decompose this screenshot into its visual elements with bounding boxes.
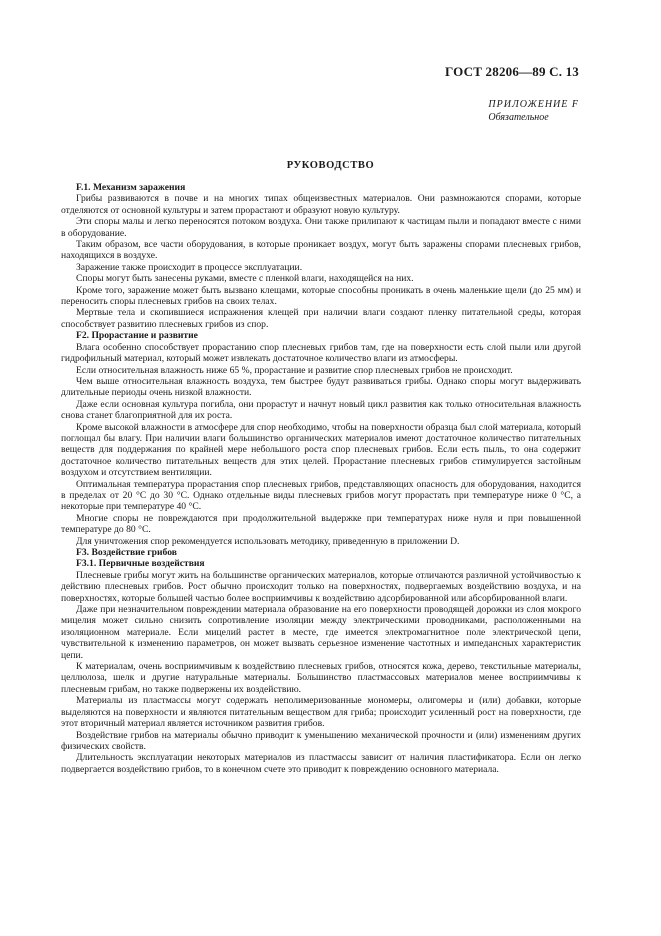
section-heading: F3. Воздействие грибов bbox=[76, 547, 177, 558]
paragraph: Оптимальная температура прорастания спор плесневых грибов, представляющих опасность для оборудования, находится в пределах от 20 °С до 30 °С. Однако отдельные виды плесневых грибов могут прорастать при температуре ниже 0 °С, а некоторые при температуре 40 °С. bbox=[61, 478, 581, 513]
paragraph: Таким образом, все части оборудования, в которые проникает воздух, могут быть заражены спорами плесневых грибов, находящихся в воздухе. bbox=[61, 239, 581, 262]
paragraph: Чем выше относительная влажность воздуха, тем быстрее будут развиваться грибы. Однако споры могут выдерживать длительные периоды очень низкой влажности. bbox=[61, 375, 581, 399]
paragraph: Воздействие грибов на материалы обычно приводит к уменьшению механической прочности и (или) изменениям других физических свойств. bbox=[61, 729, 581, 752]
paragraph: Плесневые грибы могут жить на большинстве органических материалов, которые отличаются различной устойчивостью к действию плесневых грибов. Рост обычно происходит только на поверхностях, подвергаемых воздействию воздуха, и на поверхностях, которые большей частью более восприимчивы к воздействию адсорбированной или абсорбированной влаги. bbox=[61, 569, 581, 604]
paragraph: Грибы развиваются в почве и на многих типах общеизвестных материалов. Они размножаются спорами, которые отделяются от основной культуры и затем прорастают и образуют новую культуру. bbox=[61, 193, 581, 216]
appendix-title: ПРИЛОЖЕНИЕ F bbox=[488, 99, 579, 110]
paragraph: Даже при незначительном повреждении материала образование на его поверхности проводящей дорожки из слоя мокрого мицелия может сильно снизить сопротивление изоляции между электрическими проводниками, расположенными на изоляционном материале. Если мицелий растет в месте, где имеется электромагнитное поле электрической цепи, чувствительной к изменению параметров, он может вызвать серьезное изменение частотных и импедансных характеристик цепи. bbox=[61, 604, 581, 661]
paragraph: Материалы из пластмассы могут содержать неполимеризованные мономеры, олигомеры и (или) добавки, которые выделяются на поверхности и являются питательным веществом для гриба; происходит усиленный рост на поверхности, где этот вторичный материал является источником развития грибов. bbox=[61, 695, 581, 730]
section-heading: F3.1. Первичные воздействия bbox=[76, 558, 205, 570]
paragraph: Кроме высокой влажности в атмосфере для спор необходимо, чтобы на поверхности образца был слой материала, который поглощал бы влагу. При наличии влаги большинство органических материалов имеют достаточное количество питательных веществ для поддержания по крайней мере небольшого роста спор плесневых грибов. Если есть пыль, то она содержит достаточное количество питательных веществ для этих целей. Прорастание плесневых грибов стимулируется застойным воздухом и отсутствием вентиляции. bbox=[61, 421, 581, 479]
paragraph: Мертвые тела и скопившиеся испражнения клещей при наличии влаги создают пленку питательной среды, которая способствует развитию плесневых грибов из спор. bbox=[61, 307, 581, 330]
section-heading: F2. Прорастание и развитие bbox=[76, 330, 198, 342]
paragraph: Многие споры не повреждаются при продолжительной выдержке при температурах ниже нуля и при повышенной температуре до 80 °С. bbox=[61, 512, 581, 536]
appendix-label bbox=[488, 98, 579, 124]
paragraph: Споры могут быть занесены руками, вместе с пленкой влаги, находящейся на них. bbox=[76, 273, 414, 285]
page-header: ГОСТ 28206—89 С. 13 bbox=[445, 64, 579, 79]
paragraph: Влага особенно способствует прорастанию спор плесневых грибов там, где на поверхности есть слой пыли или другой гидрофильный материал, который может извлекать достаточное количество влаги из атмосферы. bbox=[61, 341, 581, 365]
paragraph: К материалам, очень восприимчивым к воздействию плесневых грибов, относятся кожа, дерево, текстильные материалы, целлюлоза, шелк и другие натуральные материалы. Большинство пластмассовых материалов менее восприимчивы к плесневым грибам, но также подвержены их воздействию. bbox=[61, 661, 581, 695]
paragraph: Длительность эксплуатации некоторых материалов из пластмассы зависит от наличия пластификатора. Если он легко подвергается воздействию грибов, то в конечном счете это приводит к повреждению основного материала. bbox=[61, 752, 581, 775]
paragraph: Эти споры малы и легко переносятся потоком воздуха. Они также прилипают к частицам пыли и попадают вместе с ними в оборудование. bbox=[61, 216, 581, 239]
paragraph: Даже если основная культура погибла, они прорастут и начнут новый цикл развития как только относительная влажность снова станет благоприятной для их роста. bbox=[61, 398, 581, 422]
paragraph: Заражение также происходит в процессе эксплуатации. bbox=[76, 261, 303, 273]
paragraph: Кроме того, заражение может быть вызвано клещами, которые способны проникать в очень маленькие щели (до 25 мм) и переносить споры плесневых грибов на своих телах. bbox=[61, 284, 581, 308]
section-heading: F.1. Механизм заражения bbox=[76, 182, 186, 193]
paragraph: Если относительная влажность ниже 65 %, прорастание и развитие спор плесневых грибов не происходит. bbox=[76, 364, 513, 376]
document-title: РУКОВОДСТВО bbox=[286, 160, 375, 171]
appendix-status: Обязательное bbox=[488, 112, 549, 123]
document-body bbox=[61, 182, 581, 775]
paragraph: Для уничтожения спор рекомендуется использовать методику, приведенную в приложении D. bbox=[76, 535, 460, 547]
